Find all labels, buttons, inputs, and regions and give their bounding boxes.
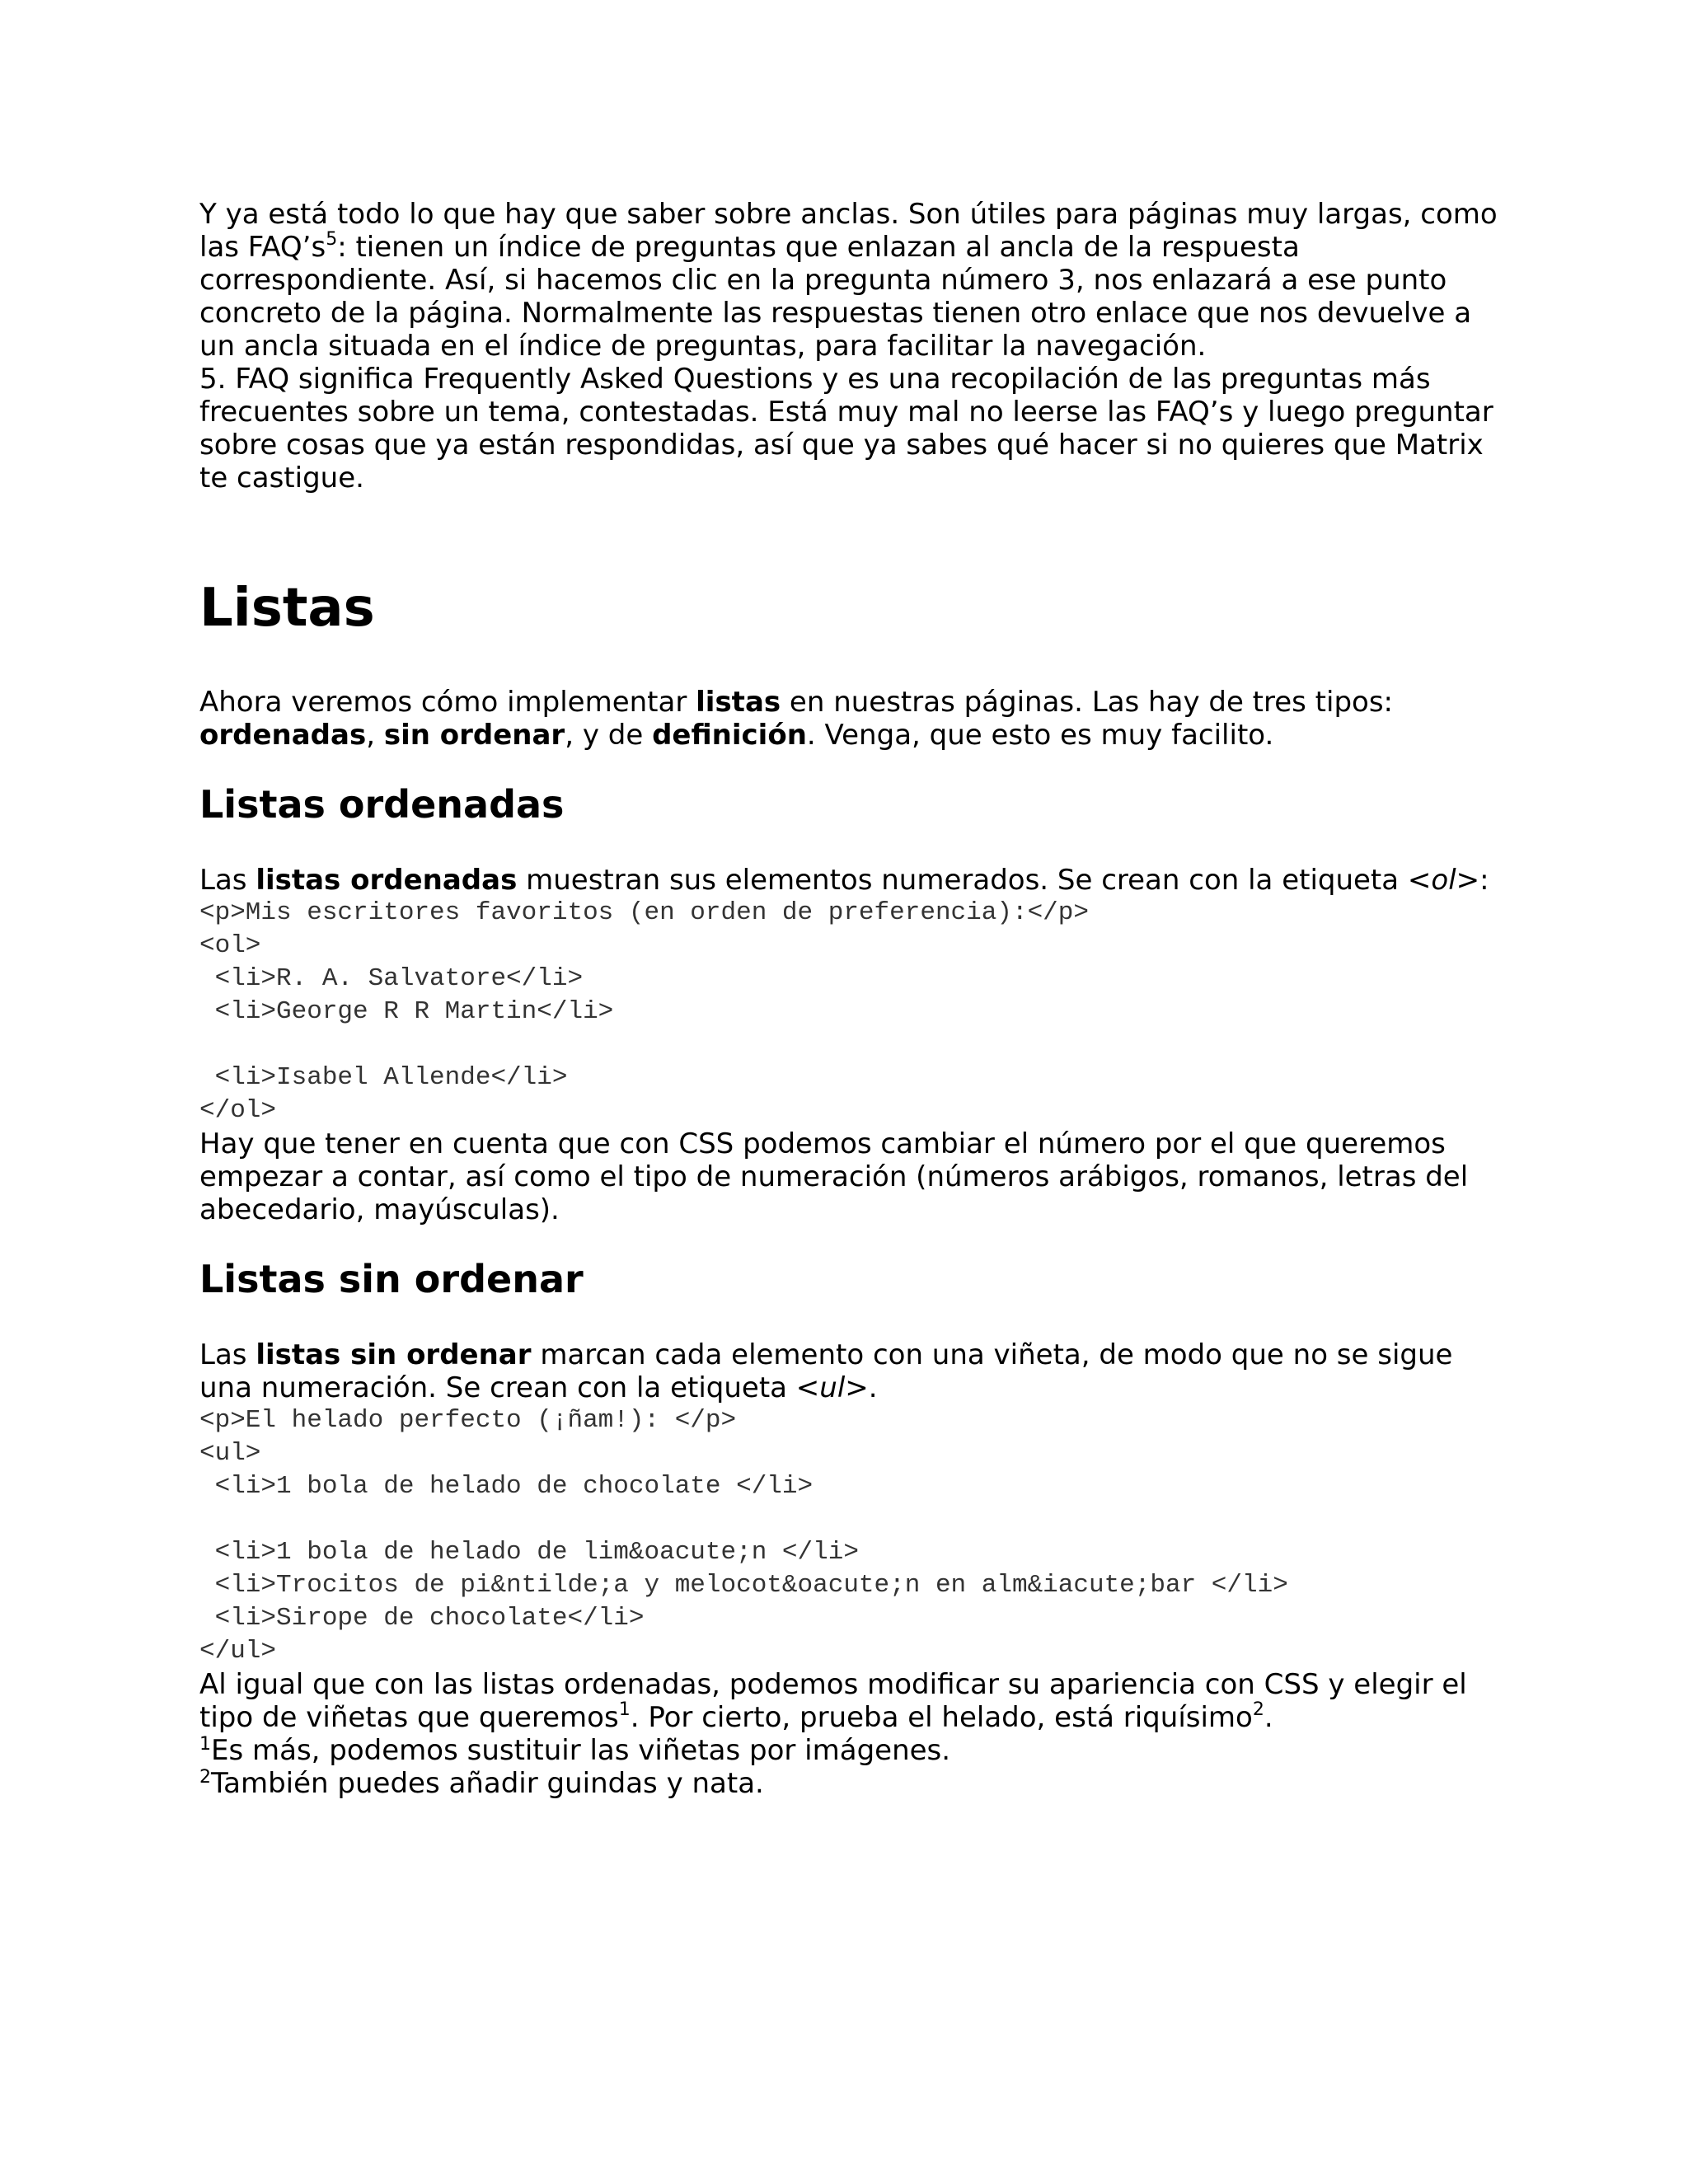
bold-listas: listas [696,686,781,719]
footnote-2 [199,1767,1502,1800]
intro-text-start: Y ya está todo lo que hay que saber sobre anclas. Son útiles para páginas muy largas, como las FAQ’s [199,198,1498,264]
text-run: . [1264,1701,1273,1734]
document-page [199,198,1502,1800]
sin-ordenar-heading: Listas sin ordenar [199,1257,584,1301]
text-run: , y de [565,719,653,752]
text-run: . Venga, que esto es muy facilito. [806,719,1274,752]
listas-heading: Listas [199,578,375,639]
bold-ordenadas: ordenadas [199,719,367,752]
text-run: , [366,719,384,752]
footnote-ref-1: 1 [618,1699,631,1720]
ordenadas-code-block: <p>Mis escritores favoritos (en orden de preferencia):</p> <ol> <li>R. A. Salvatore</li> <li>George R R Martin</li> <li>Isabel Allende</li> </ol> [199,898,1089,1125]
text-run: Las [199,864,256,897]
text-run: Al igual que con las listas ordenadas, podemos modificar su apariencia con CSS y elegir el tipo de viñetas que queremos [199,1668,1467,1734]
footnote-number: 2 [199,1767,211,1788]
text-run: en nuestras páginas. Las hay de tres tipos: [781,686,1394,719]
bold-definicion: definición [652,719,807,752]
ol-tag: <ol> [1407,864,1480,897]
ordenadas-after-paragraph: Hay que tener en cuenta que con CSS podemos cambiar el número por el que queremos empezar a contar, así como el tipo de numeración (números arábigos, romanos, letras del abecedario, mayúsculas). [199,1127,1469,1226]
sin-ordenar-paragraph [199,1338,1502,1404]
text-run: . [868,1371,878,1404]
footnote-ref-5: 5 [326,229,338,250]
footnote-1 [199,1734,1502,1767]
ul-tag: <ul> [795,1371,869,1404]
sin-ordenar-code-block: <p>El helado perfecto (¡ñam!): </p> <ul> <li>1 bola de helado de chocolate </li> <li>1 bola de helado de lim&oacute;n </li> <li>Trocitos de pi&ntilde;a y melocot&oacute;n en alm&iacute;bar </li> <li>Sirope de chocolate</li> </ul> [199,1406,1288,1666]
footnote-text: También puedes añadir guindas y nata. [211,1767,764,1800]
text-run: Las [199,1338,256,1371]
intro-text-end: : tienen un índice de preguntas que enlazan al ancla de la respuesta correspondiente. Así, si hacemos clic en la pregunta número 3, nos enlazará a ese punto concreto de la página. Normalmente las respuestas tienen otro enlace que nos devuelve a un ancla situada en el índice de preguntas, para facilitar la navegación. [199,231,1472,363]
text-run: . Por cierto, prueba el helado, está riquísimo [630,1701,1253,1734]
sin-ordenar-after-paragraph [199,1668,1502,1734]
footnote-number: 1 [199,1734,211,1755]
bold-listas-sin-ordenar: listas sin ordenar [256,1338,532,1371]
ordenadas-paragraph [199,864,1502,897]
ordenadas-heading: Listas ordenadas [199,782,565,827]
footnote-text: Es más, podemos sustituir las viñetas por imágenes. [211,1734,951,1767]
intro-paragraph [199,198,1502,363]
listas-intro-paragraph [199,686,1502,752]
text-run: Ahora veremos cómo implementar [199,686,696,719]
footnote-5: 5. FAQ significa Frequently Asked Questions y es una recopilación de las preguntas más frecuentes sobre un tema, contestadas. Está muy mal no leerse las FAQ’s y luego preguntar sobre cosas que ya están respondidas, así que ya sabes qué hacer si no quieres que Matrix te castigue. [199,363,1493,494]
text-run: marcan cada elemento con una viñeta, de modo que no se sigue una numeración. Se crean con la etiqueta [199,1338,1453,1404]
bold-sin-ordenar: sin ordenar [383,719,565,752]
footnote-ref-2: 2 [1252,1699,1264,1720]
text-run: : [1479,864,1489,897]
bold-listas-ordenadas: listas ordenadas [256,864,518,897]
text-run: muestran sus elementos numerados. Se crean con la etiqueta [517,864,1408,897]
